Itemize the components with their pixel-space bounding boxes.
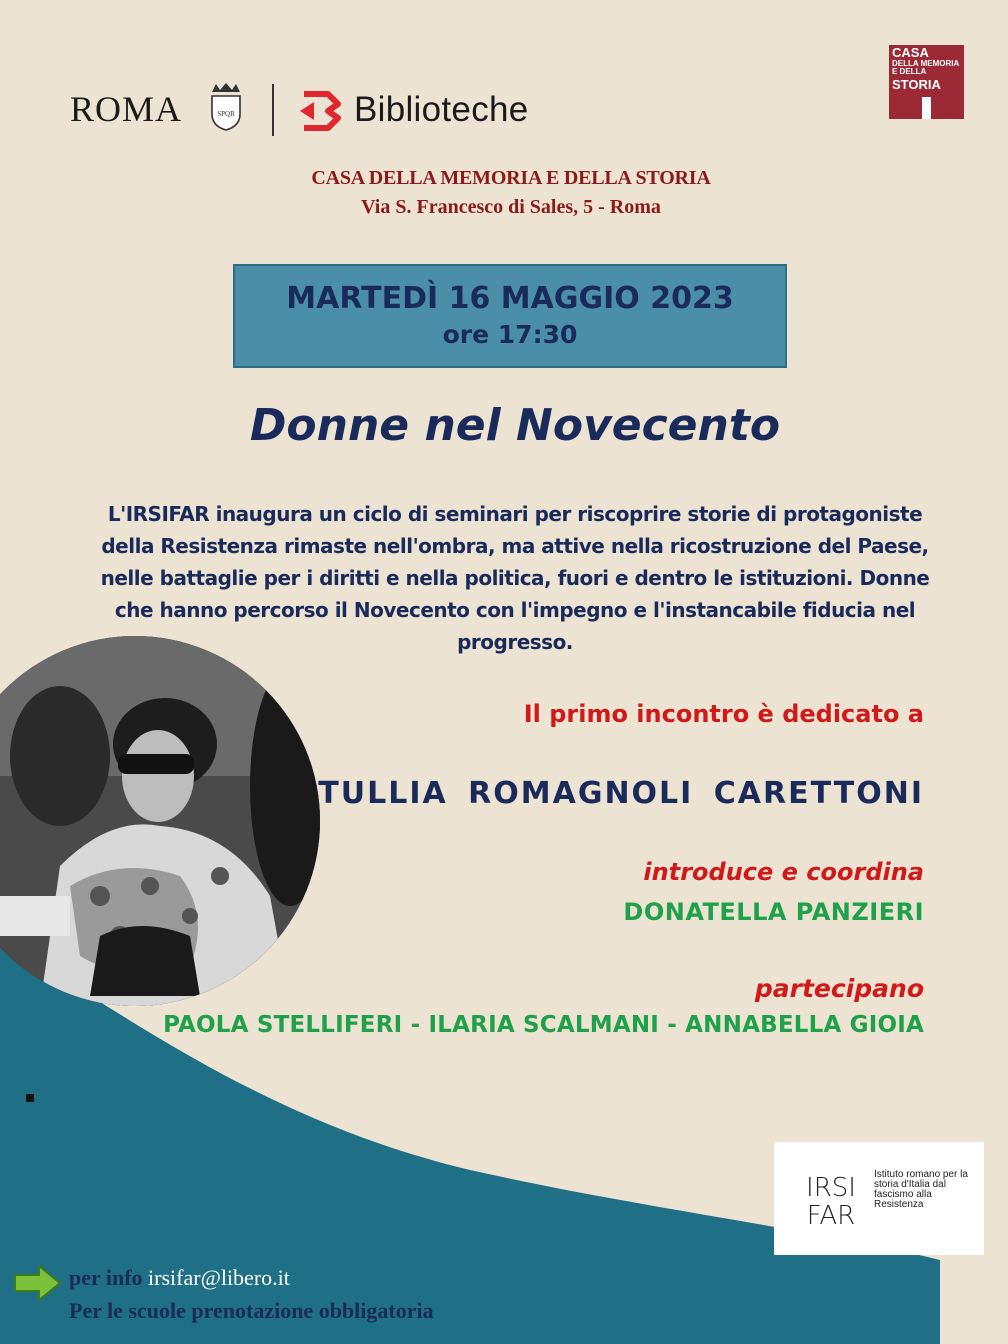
biblioteche-logo-text: Biblioteche bbox=[354, 90, 529, 129]
roma-crest-icon bbox=[208, 82, 244, 132]
event-date: MARTEDÌ 16 MAGGIO 2023 bbox=[286, 281, 734, 316]
event-time: ore 17:30 bbox=[442, 320, 578, 349]
casa-logo-line1: CASA bbox=[892, 45, 929, 60]
casa-logo-bar bbox=[922, 97, 931, 119]
info-line bbox=[69, 1265, 290, 1291]
irsifar-description: Istituto romano per la storia d'Italia dal fascismo alla Resistenza bbox=[874, 1169, 968, 1210]
casa-memoria-logo bbox=[889, 45, 964, 119]
intro-label: Il primo incontro è dedicato a bbox=[523, 700, 924, 728]
irsifar-mark-icon bbox=[800, 1170, 862, 1228]
venue-address: Via S. Francesco di Sales, 5 - Roma bbox=[361, 196, 661, 218]
coordinator-name: DONATELLA PANZIERI bbox=[623, 898, 924, 926]
bullet-mark bbox=[26, 1094, 34, 1102]
casa-logo-line3: STORIA bbox=[892, 77, 941, 92]
irsifar-logo bbox=[774, 1142, 984, 1255]
participants-label: partecipano bbox=[754, 974, 924, 1003]
schools-note: Per le scuole prenotazione obbligatoria bbox=[69, 1298, 434, 1323]
arrow-right-icon bbox=[13, 1264, 63, 1302]
event-description: L'IRSIFAR inaugura un ciclo di seminari per riscoprire storie di protagoniste della Resistenza rimaste nell'ombra, ma attive nella ricostruzione del Paese, nelle battaglie per i diritti e nella politica, fuori e dentro le istituzioni. Donne che hanno percorso il Novecento con l'impegno e l'instancabile fiducia nel progresso. bbox=[100, 502, 930, 654]
contact-email-link[interactable]: irsifar@libero.it bbox=[148, 1265, 290, 1290]
roma-logo-text: ROMA bbox=[70, 89, 183, 129]
logo-divider bbox=[272, 84, 274, 136]
participants-names: PAOLA STELLIFERI - ILARIA SCALMANI - ANNABELLA GIOIA bbox=[163, 1012, 924, 1038]
irsifar-mark-bottom: FAR bbox=[806, 1201, 856, 1228]
coordinator-label: introduce e coordina bbox=[643, 858, 924, 886]
casa-logo-line2: DELLA MEMORIA E DELLA bbox=[892, 59, 959, 76]
venue-name: CASA DELLA MEMORIA E DELLA STORIA bbox=[311, 167, 711, 189]
biblioteche-icon bbox=[298, 90, 344, 132]
honoree-name: TULLIA ROMAGNOLI CARETTONI bbox=[318, 776, 924, 811]
venue-block bbox=[0, 164, 1008, 222]
event-title: Donne nel Novecento bbox=[249, 400, 781, 451]
svg-text:SPQR: SPQR bbox=[217, 110, 235, 118]
date-box bbox=[233, 264, 787, 368]
info-label: per info bbox=[69, 1265, 143, 1290]
irsifar-mark-top: IRSI bbox=[806, 1173, 856, 1203]
